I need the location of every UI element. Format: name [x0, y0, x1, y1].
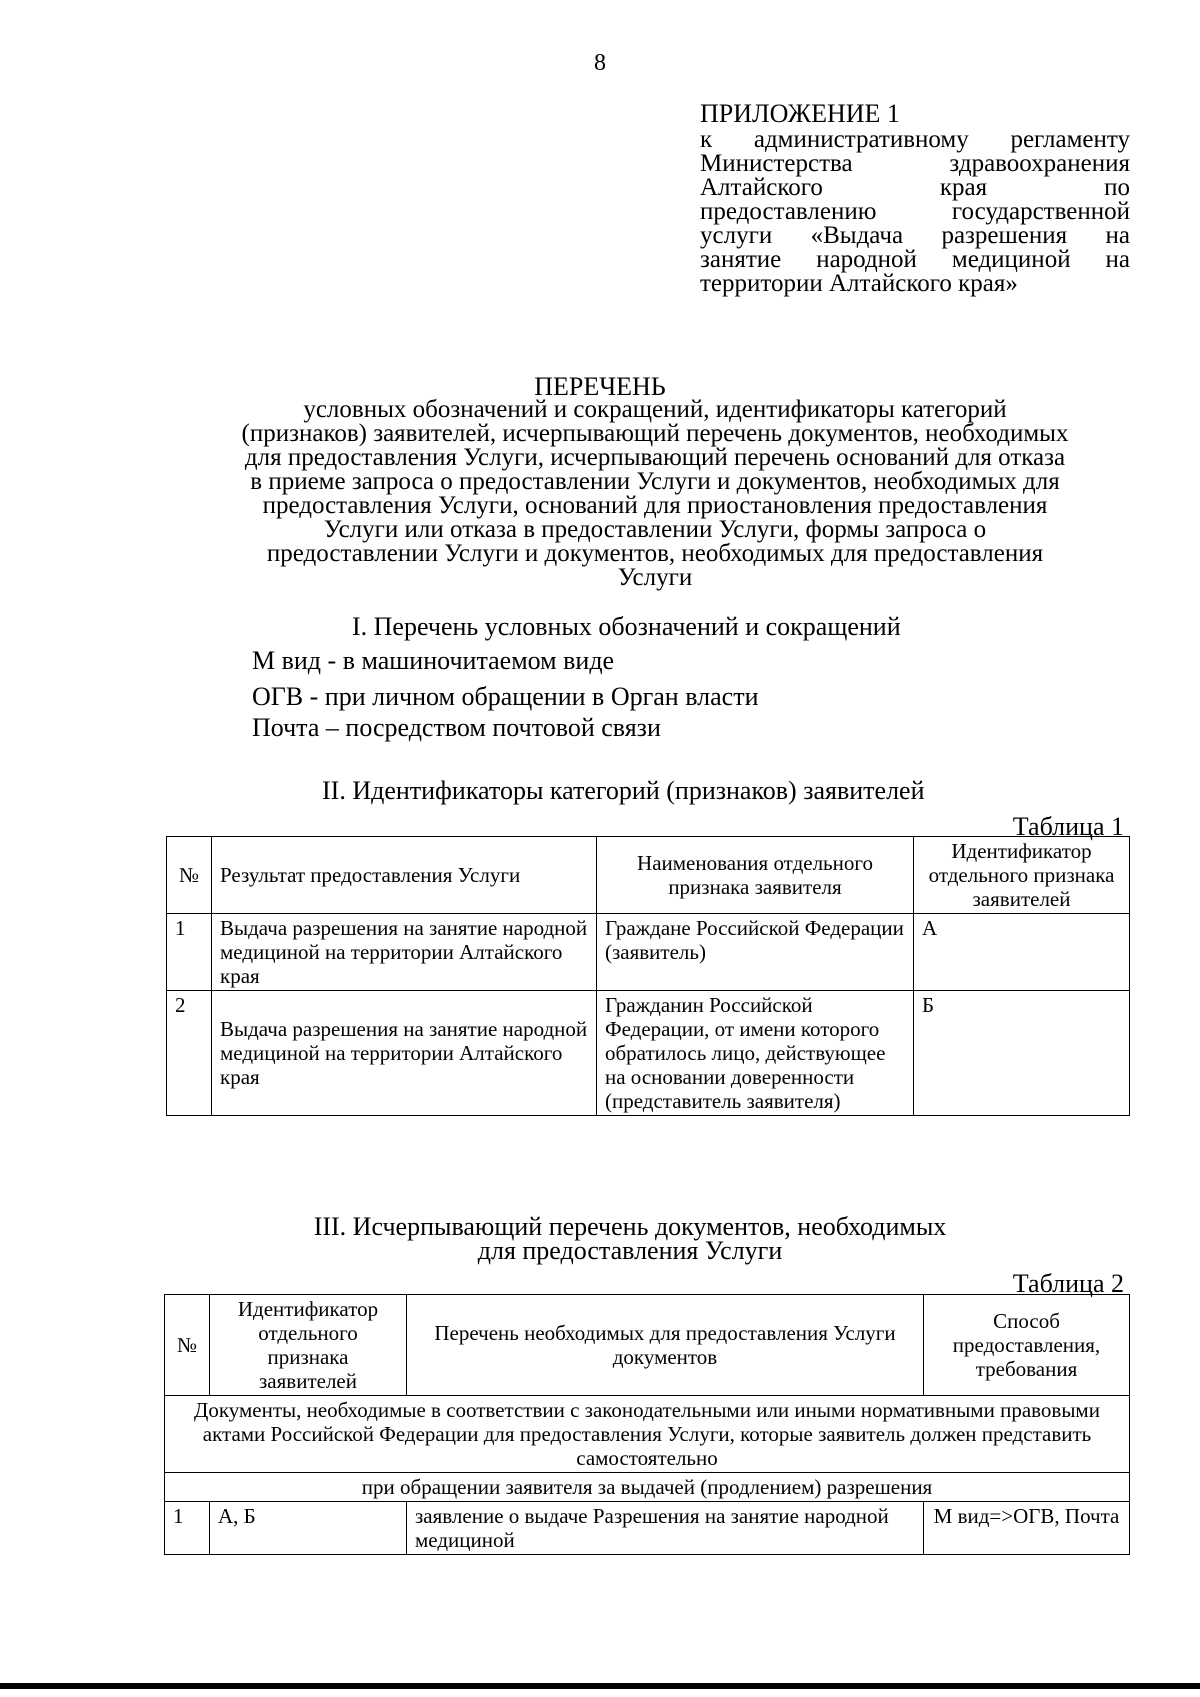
table-1-caption: Таблица 1 [1012, 812, 1124, 841]
header-identifier: Идентификатор отдельного признака заявителей [210, 1295, 407, 1396]
subtitle-line: Услуги или отказа в предоставлении Услуги, формы запроса о [323, 516, 987, 543]
section-3-heading-line: III. Исчерпывающий перечень документов, необходимых [313, 1212, 947, 1241]
cell-number: 1 [167, 914, 212, 991]
section-3-heading-line: для предоставления Услуги [477, 1236, 783, 1265]
subgroup-row-text: при обращении заявителя за выдачей (продлением) разрешения [165, 1473, 1130, 1502]
table-header-row [165, 1295, 1130, 1396]
cell-result: Выдача разрешения на занятие народной медициной на территории Алтайского края [212, 914, 597, 991]
cell-result: Выдача разрешения на занятие народной медициной на территории Алтайского края [212, 991, 597, 1116]
subtitle-line: предоставлении Услуги и документов, необходимых для предоставления [266, 540, 1044, 567]
abbreviation-item: М вид - в машиночитаемом виде [252, 646, 615, 675]
cell-number: 1 [165, 1502, 210, 1555]
subtitle-line: условных обозначений и сокращений, идентификаторы категорий [303, 396, 1007, 423]
subtitle-line: для предоставления Услуги, исчерпывающий перечень оснований для отказа [244, 444, 1066, 471]
subtitle-line: (признаков) заявителей, исчерпывающий перечень документов, необходимых [241, 420, 1069, 447]
subtitle-line: предоставления Услуги, оснований для приостановления предоставления [262, 492, 1048, 519]
section-1-heading: I. Перечень условных обозначений и сокращений [352, 612, 901, 641]
required-documents-table [164, 1294, 1130, 1555]
table-row [165, 1502, 1130, 1555]
appendix-line: предоставлению государственной [700, 198, 1130, 225]
applicant-categories-table [166, 836, 1130, 1116]
section-2-heading: II. Идентификаторы категорий (признаков) заявителей [322, 776, 925, 805]
appendix-title: ПРИЛОЖЕНИЕ 1 [700, 99, 900, 128]
appendix-line: услуги «Выдача разрешения на [700, 222, 1130, 249]
abbreviation-item: ОГВ - при личном обращении в Орган власти [252, 682, 759, 711]
abbreviation-item: Почта – посредством почтовой связи [252, 713, 661, 742]
appendix-line: территории Алтайского края» [700, 270, 1018, 297]
cell-identifier: А [914, 914, 1130, 991]
section-3-heading [300, 1212, 960, 1265]
cell-feature-name: Гражданин Российской Федерации, от имени которого обратилось лицо, действующее на основании доверенности (представитель заявителя) [597, 991, 914, 1116]
table-subgroup-row [165, 1473, 1130, 1502]
page-number: 8 [594, 50, 606, 76]
header-feature-name: Наименования отдельного признака заявителя [597, 837, 914, 914]
header-identifier: Идентификатор отдельного признака заявителей [914, 837, 1130, 914]
table-group-row [165, 1396, 1130, 1473]
subtitle-line: в приеме запроса о предоставлении Услуги и документов, необходимых для [250, 468, 1060, 495]
appendix-line: Министерства здравоохранения [700, 150, 1130, 177]
cell-document: заявление о выдаче Разрешения на занятие народной медициной [407, 1502, 924, 1555]
cell-identifier: Б [914, 991, 1130, 1116]
document-title: ПЕРЕЧЕНЬ [534, 372, 666, 401]
cell-identifier: А, Б [210, 1502, 407, 1555]
table-header-row [167, 837, 1130, 914]
group-row-text: Документы, необходимые в соответствии с законодательными или иными нормативными правовыми актами Российской Федерации для предоставления Услуги, которые заявитель должен представить самостоятельно [165, 1396, 1130, 1473]
table-2-caption: Таблица 2 [1012, 1269, 1124, 1298]
table-row [167, 914, 1130, 991]
appendix-line: к административному регламенту [700, 126, 1130, 153]
appendix-block [700, 99, 1130, 297]
cell-feature-name: Граждане Российской Федерации (заявитель) [597, 914, 914, 991]
header-result: Результат предоставления Услуги [212, 837, 597, 914]
appendix-line: занятие народной медициной на [700, 246, 1130, 273]
cell-method: М вид=>ОГВ, Почта [924, 1502, 1130, 1555]
document-subtitle [150, 398, 1160, 590]
cell-number: 2 [167, 991, 212, 1116]
header-number: № [165, 1295, 210, 1396]
bottom-scan-edge [0, 1683, 1200, 1689]
table-row [167, 991, 1130, 1116]
subtitle-line: Услуги [617, 564, 693, 591]
header-method: Способ предоставления, требования [924, 1295, 1130, 1396]
header-number: № [167, 837, 212, 914]
header-documents: Перечень необходимых для предоставления Услуги документов [407, 1295, 924, 1396]
appendix-line: Алтайского края по [700, 174, 1130, 201]
